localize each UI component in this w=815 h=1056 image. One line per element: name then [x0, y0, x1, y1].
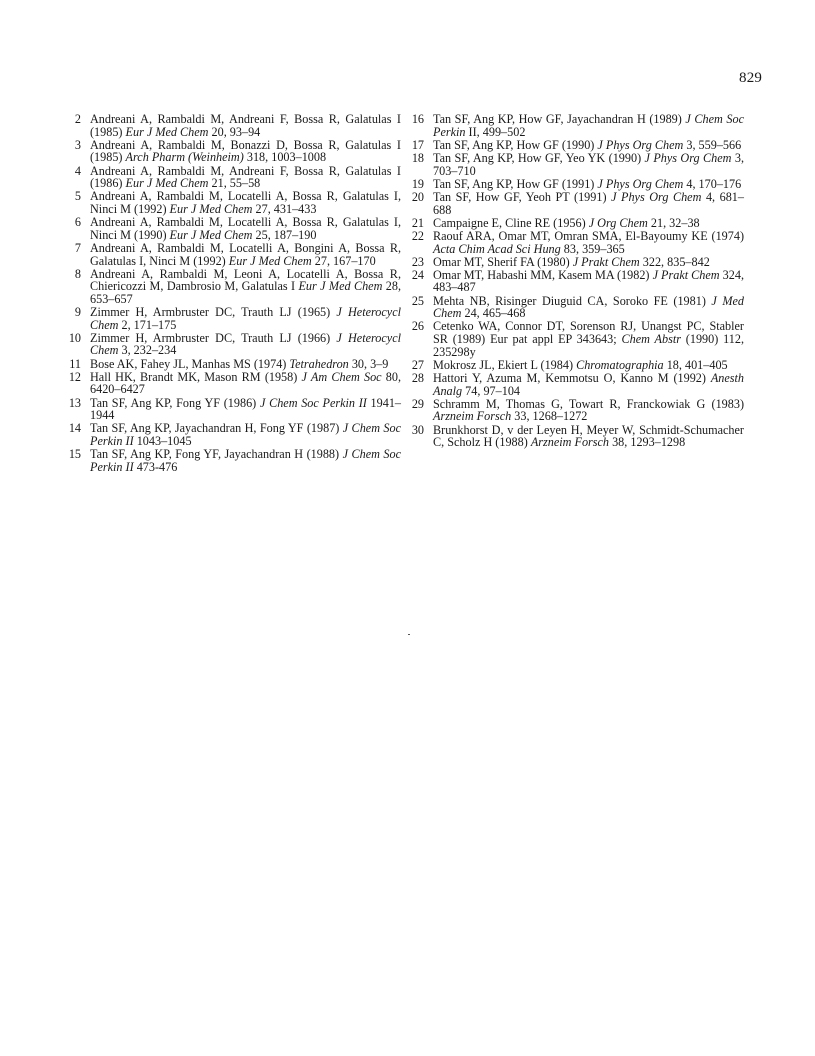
reference-number: 14 [68, 421, 81, 436]
reference-text [90, 421, 401, 448]
reference-number: 17 [411, 137, 424, 152]
journal-name: Eur J Med Chem [125, 124, 209, 139]
reference-text [90, 396, 401, 423]
citation-text: (1990) 112, 235298y [433, 332, 745, 359]
reference-number: 6 [74, 215, 81, 230]
reference-number: 25 [411, 293, 424, 308]
reference-entry [68, 268, 401, 306]
citation-text: 80, 6420–6427 [90, 369, 402, 397]
citation-text: Andreani A, Rambaldi M, Andreani F, Bossa R, Galatulas I (1986) [90, 163, 401, 191]
citation-text: 3, 703–710 [433, 150, 744, 178]
journal-name: Eur J Med Chem [169, 201, 253, 216]
reference-entry [411, 139, 744, 152]
citation-text: Tan SF, Ang KP, Fong YF (1986) [90, 395, 260, 410]
citation-text: 38, 1293–1298 [609, 435, 686, 450]
journal-name: J Med Chem [433, 293, 744, 321]
citation-text: Tan SF, Ang KP, How GF (1991) [433, 176, 598, 191]
citation-text: Tan SF, Ang KP, How GF (1990) [433, 137, 598, 152]
journal-name: J Phys Org Chem [611, 189, 702, 204]
journal-name: Eur J Med Chem [228, 253, 312, 268]
citation-text: 27, 167–170 [311, 253, 376, 268]
reference-entry [411, 424, 744, 449]
reference-text [433, 319, 744, 358]
journal-name: J Chem Soc Perkin II [90, 447, 401, 474]
page-number: 829 [739, 70, 763, 86]
citation-text: Andreani A, Rambaldi M, Bonazzi D, Bossa R, Galatulas I (1985) [90, 137, 401, 165]
citation-text: Tan SF, Ang KP, Fong YF, Jayachandran H (1988) [90, 447, 343, 462]
journal-name: J Heterocycl Chem [90, 330, 401, 358]
reference-entry [68, 242, 401, 267]
citation-text: Schramm M, Thomas G, Towart R, Franckowiak G (1983) [433, 396, 744, 411]
citation-text: Cetenko WA, Connor DT, Sorenson RJ, Unangst PC, Stabler SR (1989) Eur pat appl EP 343643; [433, 319, 744, 347]
citation-text: Andreani A, Rambaldi M, Leoni A, Locatelli A, Bossa R, Chiericozzi M, Dambrosio M, Galatulas I [90, 266, 401, 294]
reference-text [433, 268, 744, 295]
citation-text: Zimmer H, Armbruster DC, Trauth LJ (1966) [90, 330, 337, 345]
reference-text [433, 112, 744, 139]
citation-text: Hall HK, Brandt MK, Mason RM (1958) [90, 369, 302, 384]
journal-name: Eur J Med Chem [125, 176, 209, 191]
journal-name: Eur J Med Chem [298, 279, 383, 294]
reference-number: 28 [411, 371, 424, 385]
reference-number: 24 [411, 267, 424, 282]
citation-text: 74, 97–104 [462, 383, 521, 398]
journal-name: Eur J Med Chem [169, 227, 253, 242]
citation-text: 28, 653–657 [90, 279, 402, 306]
journal-name: Chromatographia [576, 357, 664, 372]
journal-name: J Phys Org Chem [597, 137, 684, 152]
citation-text: 21, 32–38 [647, 215, 700, 230]
citation-text: 21, 55–58 [208, 176, 261, 191]
citation-text: 20, 93–94 [208, 124, 261, 139]
reference-entry [68, 190, 401, 215]
citation-text: Mokrosz JL, Ekiert L (1984) [433, 357, 577, 372]
citation-text: 27, 431–433 [252, 201, 317, 216]
citation-text: Andreani A, Rambaldi M, Andreani F, Bossa R, Galatulas I (1985) [90, 112, 401, 139]
citation-text: Campaigne E, Cline RE (1956) [433, 215, 589, 230]
journal-name: J Chem Soc Perkin II [90, 421, 401, 448]
reference-number: 15 [68, 447, 81, 462]
reference-entry [411, 372, 744, 397]
citation-text: Tan SF, Ang KP, How GF, Yeo YK (1990) [433, 150, 645, 165]
citation-text: 324, 483–487 [433, 267, 744, 295]
citation-text: 18, 401–405 [663, 357, 728, 372]
reference-text [90, 112, 401, 139]
reference-text [90, 447, 401, 474]
citation-text: 473-476 [133, 459, 178, 474]
reference-text [433, 177, 741, 191]
reference-text [433, 397, 744, 424]
reference-number: 10 [68, 330, 81, 345]
citation-text: Omar MT, Habashi MM, Kasem MA (1982) [433, 267, 653, 282]
reference-entry [68, 448, 401, 473]
citation-text: 2, 171–175 [118, 317, 177, 332]
journal-name: J Phys Org Chem [644, 150, 732, 165]
reference-entry [411, 359, 744, 372]
reference-text [433, 138, 741, 152]
reference-text [433, 229, 744, 256]
reference-text [433, 423, 744, 450]
reference-number: 8 [74, 266, 81, 281]
reference-number: 26 [411, 319, 424, 334]
reference-number: 16 [411, 112, 424, 126]
references-left-column [68, 113, 401, 474]
reference-text [90, 331, 401, 358]
reference-number: 11 [69, 356, 81, 371]
reference-text [433, 216, 700, 230]
citation-text: 4, 681–688 [433, 189, 744, 217]
reference-entry [411, 320, 744, 358]
journal-name: J Heterocycl Chem [90, 305, 401, 332]
citation-text: 33, 1268–1272 [511, 409, 588, 424]
journal-name: Arch Pharm (Weinheim) [125, 150, 244, 165]
reference-number: 4 [74, 163, 81, 178]
journal-name: J Prakt Chem [572, 254, 640, 269]
reference-entry [68, 113, 401, 138]
journal-name: J Chem Soc Perkin II [259, 395, 367, 410]
reference-number: 12 [68, 369, 81, 384]
reference-entry [68, 332, 401, 357]
citation-text: Andreani A, Rambaldi M, Locatelli A, Bossa R, Galatulas I, Ninci M (1990) [90, 215, 401, 242]
reference-text [90, 138, 401, 165]
reference-text [90, 305, 401, 332]
reference-entry [411, 230, 744, 255]
reference-entry [68, 165, 401, 190]
reference-text [433, 371, 744, 398]
citation-text: 3, 232–234 [118, 343, 177, 358]
citation-text: Mehta NB, Risinger Diuguid CA, Soroko FE (1981) [433, 293, 712, 308]
reference-text [90, 189, 401, 216]
citation-text: 24, 465–468 [461, 306, 526, 321]
reference-entry [68, 358, 401, 371]
citation-text: Andreani A, Rambaldi M, Locatelli A, Bongini A, Bossa R, Galatulas I, Ninci M (1992) [90, 240, 401, 268]
reference-number: 19 [411, 176, 424, 191]
journal-name: J Org Chem [588, 215, 648, 230]
citation-text: 4, 170–176 [683, 176, 742, 191]
citation-text: Hattori Y, Azuma M, Kemmotsu O, Kanno M (1992) [433, 371, 711, 385]
citation-text: Omar MT, Sherif FA (1980) [433, 254, 573, 269]
reference-number: 22 [411, 228, 424, 243]
citation-text: 25, 187–190 [252, 227, 317, 242]
journal-name: Acta Chim Acad Sci Hung [433, 241, 561, 256]
citation-text: Raouf ARA, Omar MT, Omran SMA, El-Bayoumy KE (1974) [433, 228, 744, 243]
reference-text [90, 241, 401, 268]
citation-text: 1043–1045 [133, 433, 192, 448]
reference-entry [411, 152, 744, 177]
reference-entry [411, 398, 744, 423]
reference-number: 5 [74, 189, 81, 204]
reference-entry [68, 306, 401, 331]
citation-text: Andreani A, Rambaldi M, Locatelli A, Bossa R, Galatulas I, Ninci M (1992) [90, 189, 401, 216]
reference-text [90, 357, 388, 371]
citation-text: Tan SF, Ang KP, How GF, Jayachandran H (1989) [433, 112, 686, 126]
reference-text [90, 164, 401, 191]
reference-text [90, 370, 401, 397]
journal-name: J Prakt Chem [652, 267, 720, 282]
citation-text: Tan SF, Ang KP, Jayachandran H, Fong YF (1987) [90, 421, 343, 436]
reference-number: 13 [68, 395, 81, 410]
reference-number: 30 [411, 422, 424, 437]
citation-text: Bose AK, Fahey JL, Manhas MS (1974) [90, 356, 290, 371]
citation-text: Tan SF, How GF, Yeoh PT (1991) [433, 189, 612, 204]
journal-name: Arzneim Forsch [530, 435, 610, 450]
reference-entry [411, 269, 744, 294]
journal-name: J Chem Soc Perkin [433, 112, 744, 139]
reference-entry [411, 178, 744, 191]
stray-mark [408, 634, 410, 635]
reference-entry [68, 139, 401, 164]
reference-text [433, 255, 710, 269]
reference-text [433, 294, 744, 321]
reference-entry [68, 216, 401, 241]
reference-number: 9 [74, 305, 81, 320]
reference-number: 27 [411, 357, 424, 372]
reference-number: 21 [411, 215, 424, 230]
citation-text: 3, 559–566 [683, 137, 742, 152]
reference-entry [411, 295, 744, 320]
journal-name: J Phys Org Chem [597, 176, 684, 191]
reference-text [433, 358, 728, 372]
reference-entry [68, 371, 401, 396]
reference-entry [411, 217, 744, 230]
journal-name: Anesth Analg [433, 371, 744, 398]
reference-number: 3 [74, 137, 81, 152]
references-right-column [411, 113, 744, 449]
citation-text: 30, 3–9 [348, 356, 389, 371]
reference-text [90, 267, 401, 306]
reference-text [90, 215, 401, 242]
citation-text: Brunkhorst D, v der Leyen H, Meyer W, Schmidt-Schumacher C, Scholz H (1988) [433, 422, 744, 450]
citation-text: 318, 1003–1008 [243, 150, 327, 165]
reference-entry [68, 422, 401, 447]
reference-entry [411, 113, 744, 138]
reference-number: 29 [411, 396, 424, 411]
citation-text: II, 499–502 [465, 124, 526, 139]
reference-number: 7 [74, 240, 81, 255]
reference-number: 23 [411, 254, 424, 269]
citation-text: 322, 835–842 [639, 254, 710, 269]
reference-entry [411, 256, 744, 269]
reference-text [433, 190, 744, 217]
reference-text [433, 151, 744, 178]
reference-number: 20 [411, 189, 424, 204]
reference-entry [68, 397, 401, 422]
citation-text: Zimmer H, Armbruster DC, Trauth LJ (1965) [90, 305, 337, 320]
citation-text: 1941–1944 [90, 395, 402, 423]
reference-number: 18 [411, 150, 424, 165]
journal-name: Arzneim Forsch [433, 409, 512, 424]
reference-entry [411, 191, 744, 216]
citation-text: 83, 359–365 [560, 241, 625, 256]
journal-name: Tetrahedron [289, 356, 349, 371]
journal-name: J Am Chem Soc [301, 369, 382, 384]
reference-number: 2 [74, 112, 81, 126]
journal-name: Chem Abstr [621, 332, 681, 347]
